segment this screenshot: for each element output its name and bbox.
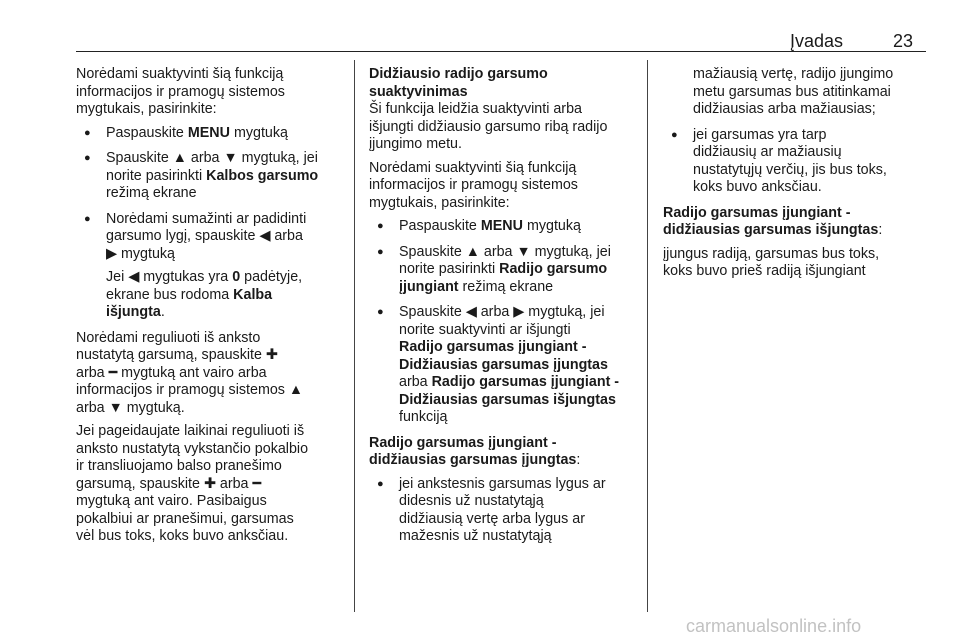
section-title: Įvadas <box>790 31 844 51</box>
conditions-list <box>369 476 637 546</box>
list-item: ● Paspauskite MENU mygtuką <box>76 125 348 143</box>
list-item: ● jei garsumas yra tarp didžiausių ar mažiausių nustatytųjų verčių, jis bus toks, koks buvo anksčiau. <box>663 127 931 197</box>
steps-list <box>369 218 637 427</box>
list-item: ● Norėdami sumažinti ar padidinti garsumo lygį, spauskite ◀ arba ▶ mygtuką <box>76 211 348 264</box>
column-divider-1 <box>354 60 355 612</box>
paragraph: Jei pageidaujate laikinai reguliuoti iš anksto nustatytą vykstančio pokalbio ir transliuojamo balso pranešimo garsumą, spauskite ✚ arba ━ mygtuką ant vairo. Pasibaigus pokalbiui ar pranešimui, garsumas vėl bus toks, koks buvo anksčiau. <box>76 423 309 544</box>
column-2 <box>369 66 637 554</box>
list-item: ● Spauskite ▲ arba ▼ mygtuką, jei norite pasirinkti Kalbos garsumo režimą ekrane <box>76 150 348 203</box>
column-1 <box>76 66 348 552</box>
paragraph: Ši funkcija leidžia suaktyvinti arba išjungti didžiausio garsumo ribą radijo įjungimo metu. <box>369 101 608 152</box>
list-item-continuation: Jei ◀ mygtukas yra 0 padėtyje, ekrane bus rodoma Kalba išjungta. <box>106 269 303 320</box>
conditions-list <box>663 66 931 197</box>
list-item-continuation: mažiausią vertę, radijo įjungimo metu garsumas bus atitinkamai didžiausias arba mažiausias; <box>693 66 894 117</box>
list-item: ● Spauskite ▲ arba ▼ mygtuką, jei norite pasirinkti Radijo garsumo įjungiant režimą ekrane <box>369 244 637 297</box>
section-heading: Didžiausio radijo garsumo suaktyvinimas <box>369 66 548 100</box>
column-divider-2 <box>647 60 648 612</box>
paragraph: Norėdami suaktyvinti šią funkciją informacijos ir pramogų sistemos mygtukais, pasirinkite: <box>369 159 578 211</box>
section-heading: Radijo garsumas įjungiant - didžiausias garsumas išjungtas: <box>663 204 883 238</box>
steps-list <box>76 125 348 322</box>
section-heading: Radijo garsumas įjungiant - didžiausias garsumas įjungtas: <box>369 434 581 468</box>
list-item: ● jei ankstesnis garsumas lygus ar didesnis už nustatytąją didžiausią vertę arba lygus ar mažesnis už nustatytąją <box>369 476 637 546</box>
page-number: 23 <box>893 31 914 51</box>
watermark-text: carmanualsonline.info <box>686 616 862 636</box>
intro-paragraph: Norėdami suaktyvinti šią funkciją informacijos ir pramogų sistemos mygtukais, pasirinkite: <box>76 66 285 117</box>
column-3 <box>663 66 931 287</box>
list-item: ● Paspauskite MENU mygtuką <box>369 218 637 236</box>
header-divider <box>76 51 926 52</box>
paragraph: įjungus radiją, garsumas bus toks, koks buvo prieš radiją išjungiant <box>663 245 880 279</box>
paragraph: Norėdami reguliuoti iš anksto nustatytą garsumą, spauskite ✚ arba ━ mygtuką ant vairo arba informacijos ir pramogų sistemos ▲ arba ▼ mygtuką. <box>76 329 304 416</box>
list-item: ● Spauskite ◀ arba ▶ mygtuką, jei norite suaktyvinti ar išjungti Radijo garsumas įjungiant - Didžiausias garsumas įjungtas arba Radijo garsumas įjungiant - Didžiausias garsumas išjungtas funkciją <box>369 304 637 427</box>
